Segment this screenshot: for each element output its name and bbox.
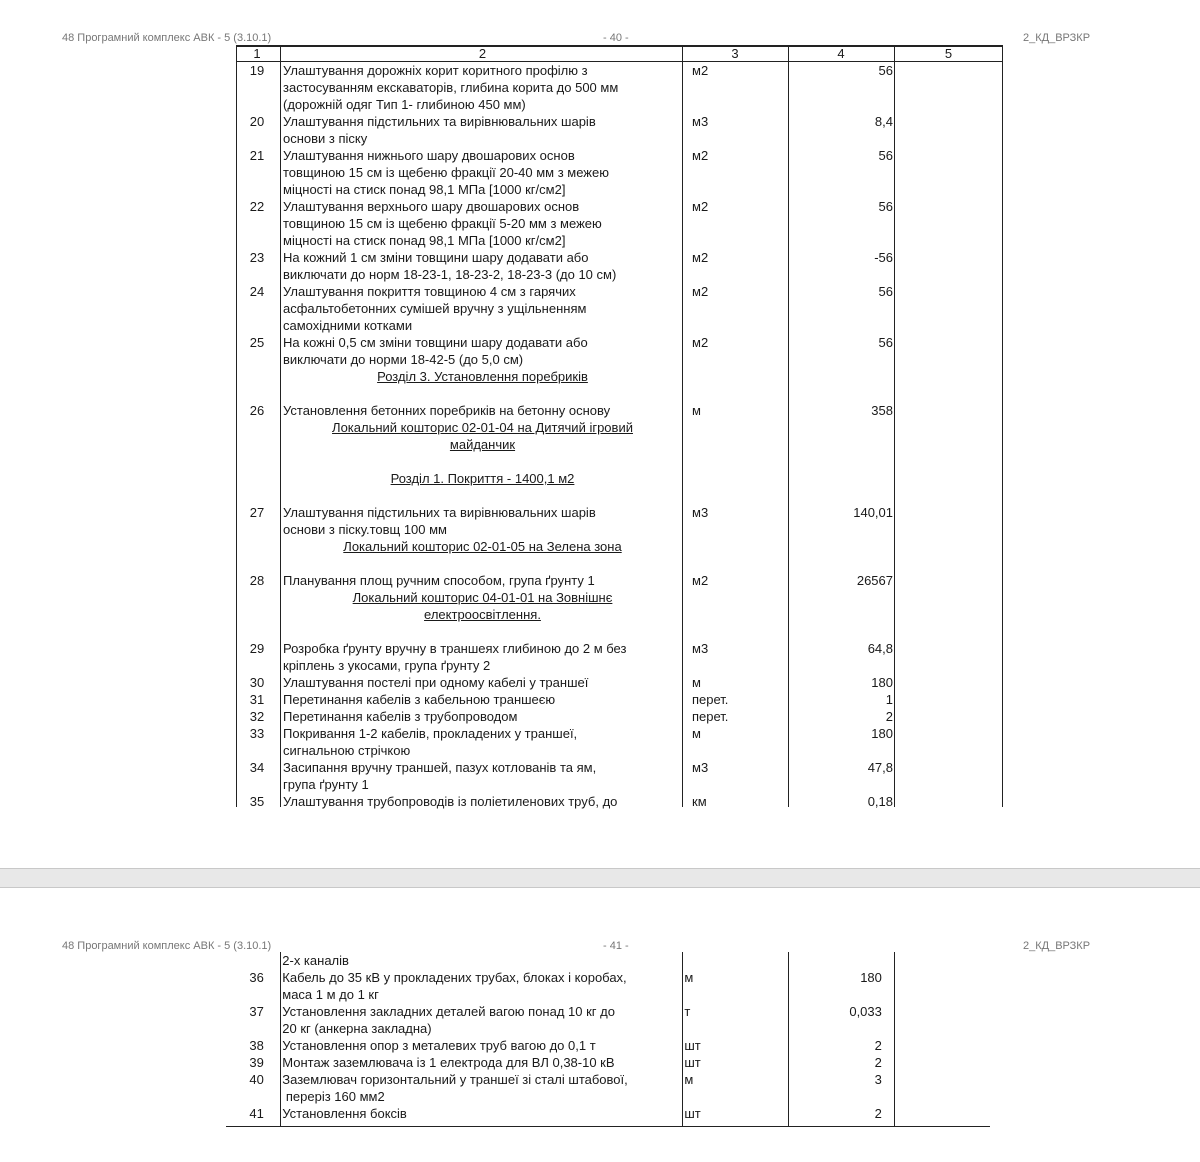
item-extra [894,725,1003,759]
item-description [280,283,682,334]
item-unit [682,538,788,555]
table-row [236,1071,990,1105]
estimate-table-continued [226,952,990,1127]
item-extra [894,572,1003,589]
item-number: 36 [249,970,264,985]
page-separator [0,868,1200,888]
item-description [279,1105,674,1122]
table-row [236,759,1003,793]
blank-row [236,623,1003,640]
item-number: 26 [249,403,265,418]
item-description [280,334,682,368]
item-unit: м [684,1072,694,1087]
table-row [236,952,990,969]
table-row [236,725,1003,759]
item-description [280,708,682,725]
item-quantity: -56 [874,250,893,265]
table-row [236,198,1003,249]
table-row [236,969,990,1003]
column-header-3: 3 [731,46,739,61]
description-line: Покривання 1-2 кабелів, прокладених у траншеї, [283,726,578,741]
table-body [236,952,990,1122]
description-line: міцності на стиск понад 98,1 МПа [1000 кг/см2] [283,233,566,248]
column-header-1: 1 [253,46,261,61]
description-line: Розділ 1. Покриття - 1400,1 м2 [390,471,575,486]
description-line: основи з піску [283,131,368,146]
item-description [280,572,682,589]
item-number: 38 [249,1038,264,1053]
item-unit: м3 [692,114,709,129]
table-row [236,504,1003,538]
table-row [236,113,1003,147]
item-quantity: 47,8 [867,760,893,775]
section-heading-row [236,419,1003,453]
description-line: Улаштування покриття товщиною 4 см з гарячих [283,284,576,299]
document-page-41 [0,888,1200,1162]
description-line: самохідними котками [283,318,413,333]
item-extra [894,249,1003,283]
table-row [236,147,1003,198]
table-row [236,249,1003,283]
item-unit [682,470,788,487]
description-line: виключати до норми 18-42-5 (до 5,0 см) [283,352,524,367]
item-unit: шт [684,1106,701,1121]
item-description [280,402,682,419]
table-row [236,62,1003,113]
item-description [280,759,682,793]
item-quantity: 2 [885,709,893,724]
description-line: Установлення опор з металевих труб вагою до 0,1 т [282,1038,596,1053]
description-line: товщиною 15 см із щебеню фракції 20-40 мм з межею [283,165,609,180]
item-number: 40 [249,1072,264,1087]
item-description [279,1037,674,1054]
item-quantity: 180 [860,970,882,985]
item-description [279,969,674,1003]
table-row [236,1037,990,1054]
item-quantity [788,538,894,555]
item-extra [894,640,1003,674]
item-number: 21 [249,148,265,163]
description-line: сигнальною стрічкою [283,743,411,758]
item-extra [894,283,1003,334]
description-line: маса 1 м до 1 кг [282,987,379,1002]
page-header-software: 48 Програмний комплекс АВК - 5 (3.10.1) [62,940,272,952]
section-heading-row [236,368,1003,385]
item-unit: шт [684,1038,701,1053]
section-title [280,589,682,623]
item-extra [894,402,1003,419]
item-extra [883,952,990,969]
item-number: 23 [249,250,265,265]
item-extra [883,1003,990,1037]
table-row [236,674,1003,691]
description-line: (дорожній одяг Тип 1- глибиною 450 мм) [283,97,526,112]
description-line: майданчик [449,437,516,452]
column-header-2: 2 [478,46,487,61]
description-line: міцності на стиск понад 98,1 МПа [1000 кг/см2] [283,182,566,197]
table-row [236,402,1003,419]
item-description [279,952,674,969]
item-quantity: 2 [874,1038,882,1053]
item-extra [883,1054,990,1071]
item-number: 29 [249,641,265,656]
item-quantity: 2 [874,1055,882,1070]
item-unit: м [692,675,701,690]
item-number [236,368,280,385]
item-description [280,504,682,538]
item-quantity: 1 [885,692,893,707]
item-unit: м3 [692,641,709,656]
description-line: Улаштування нижнього шару двошарових основ [283,148,575,163]
item-quantity: 56 [878,199,893,214]
table-row [236,283,1003,334]
item-description [279,1071,674,1105]
blank-row [236,487,1003,504]
item-description [280,113,682,147]
item-unit: перет. [692,692,729,707]
item-extra [894,368,1003,385]
page-header-doc-code: 2_КД_ВРЗКР [1023,940,1091,952]
item-number: 35 [249,794,265,809]
item-quantity: 64,8 [867,641,893,656]
description-line: Улаштування підстильних та вирівнювальних шарів [283,505,596,520]
item-unit: м [684,970,694,985]
item-quantity: 3 [874,1072,882,1087]
description-line: Улаштування підстильних та вирівнювальних шарів [283,114,596,129]
item-quantity [788,470,894,487]
item-quantity: 0,18 [867,794,893,809]
table-row [236,793,1003,810]
item-unit: м3 [692,760,709,775]
page-header-doc-code: 2_КД_ВРЗКР [1023,32,1091,44]
item-quantity: 0,033 [849,1004,882,1019]
item-extra [894,708,1003,725]
description-line: Улаштування трубопроводів із поліетиленових труб, до [283,794,618,809]
description-line: кріплень з укосами, група ґрунту 2 [283,658,491,673]
description-line: Улаштування верхнього шару двошарових основ [283,199,580,214]
item-number: 31 [249,692,265,707]
item-number: 33 [249,726,265,741]
item-extra [894,113,1003,147]
description-line: 2-х каналів [282,953,349,968]
item-quantity: 56 [878,284,893,299]
item-extra [894,504,1003,538]
section-heading-row [236,538,1003,555]
item-number: 22 [249,199,265,214]
description-line: Локальний кошторис 02-01-04 на Дитячий ігровий [332,420,633,435]
section-title [280,538,682,555]
blank-row [236,555,1003,572]
table-row [236,708,1003,725]
description-line: переріз 160 мм2 [282,1089,385,1104]
item-description [279,1054,674,1071]
item-unit: м2 [692,335,709,350]
table-body [236,62,1003,810]
description-line: Перетинання кабелів з кабельною траншеєю [283,692,556,707]
item-quantity: 2 [874,1106,882,1121]
item-extra [883,1037,990,1054]
table-row [236,572,1003,589]
description-line: Установлення закладних деталей вагою понад 10 кг до [282,1004,615,1019]
item-unit: м2 [692,148,709,163]
item-unit: м [692,726,701,741]
description-line: група ґрунту 1 [283,777,369,792]
item-quantity: 8,4 [874,114,893,129]
item-unit: м2 [692,250,709,265]
description-line: Заземлювач горизонтальний у траншеї зі сталі штабової, [282,1072,628,1087]
section-title [280,368,682,385]
item-quantity: 56 [878,148,893,163]
description-line: Розробка ґрунту вручну в траншеях глибиною до 2 м без [283,641,627,656]
table-row [236,1054,990,1071]
item-unit: км [692,794,707,809]
item-number: 37 [249,1004,264,1019]
item-quantity [788,419,894,453]
item-quantity: 358 [871,403,893,418]
item-extra [894,793,1003,810]
item-extra [894,538,1003,555]
description-line: Локальний кошторис 04-01-01 на Зовнішнє [352,590,613,605]
description-line: асфальтобетонних сумішей вручну з ущільненням [283,301,587,316]
item-description [280,691,682,708]
item-description [280,198,682,249]
item-unit [682,589,788,623]
item-extra [894,759,1003,793]
item-unit: т [684,1004,691,1019]
item-extra [894,470,1003,487]
description-line: Установлення боксів [282,1106,407,1121]
item-extra [894,334,1003,368]
blank-row [236,453,1003,470]
item-unit: м2 [692,573,709,588]
description-line: Кабель до 35 кВ у прокладених трубах, блоках і коробах, [282,970,627,985]
description-line: На кожні 0,5 см зміни товщини шару додавати або [283,335,588,350]
item-unit: м3 [692,505,709,520]
item-description [280,249,682,283]
item-extra [883,969,990,1003]
item-unit [682,368,788,385]
description-line: основи з піску.товщ 100 мм [283,522,447,537]
table-row [236,334,1003,368]
item-number [236,952,279,969]
item-extra [894,198,1003,249]
item-number [236,470,280,487]
description-line: Установлення бетонних поребриків на бетонну основу [283,403,611,418]
table-row [236,691,1003,708]
description-line: Монтаж заземлювача із 1 електрода для ВЛ 0,38-10 кВ [282,1055,615,1070]
item-description [280,640,682,674]
item-extra [883,1071,990,1105]
item-quantity [779,952,883,969]
item-extra [894,674,1003,691]
item-description [280,725,682,759]
item-description [280,62,682,113]
description-line: Розділ 3. Установлення поребриків [377,369,588,384]
item-number: 30 [249,675,265,690]
item-quantity: 56 [878,335,893,350]
item-number: 28 [249,573,265,588]
item-number [236,589,280,623]
item-unit: м2 [692,63,709,78]
item-extra [894,62,1003,113]
item-number: 19 [249,63,265,78]
item-unit: шт [684,1055,701,1070]
item-description [280,793,682,810]
item-unit: м2 [692,199,709,214]
item-quantity [788,368,894,385]
item-extra [894,419,1003,453]
item-number [236,419,280,453]
table-row [236,640,1003,674]
page-header-software: 48 Програмний комплекс АВК - 5 (3.10.1) [62,32,272,44]
item-number: 27 [249,505,265,520]
item-number: 39 [249,1055,264,1070]
item-unit [682,419,788,453]
column-header-4: 4 [837,46,845,61]
item-quantity: 56 [878,63,893,78]
item-number: 25 [249,335,265,350]
item-number [236,538,280,555]
page-header-number: - 41 - [603,940,629,952]
item-quantity [788,589,894,623]
description-line: 20 кг (анкерна закладна) [282,1021,432,1036]
description-line: Улаштування дорожніх корит коритного профілю з [283,63,588,78]
item-number: 20 [249,114,265,129]
description-line: товщиною 15 см із щебеню фракції 5-20 мм з межею [283,216,602,231]
description-line: електроосвітлення. [424,607,541,622]
section-heading-row [236,589,1003,623]
item-description [279,1003,674,1037]
section-heading-row [236,470,1003,487]
description-line: застосуванням екскаваторів, глибина корита до 500 мм [283,80,619,95]
item-description [280,147,682,198]
item-number: 34 [249,760,265,775]
estimate-table [236,45,1003,807]
item-number: 41 [249,1106,264,1121]
item-extra [894,589,1003,623]
description-line: Локальний кошторис 02-01-05 на Зелена зона [343,539,622,554]
description-line: Планування площ ручним способом, група ґрунту 1 [283,573,595,588]
item-extra [894,147,1003,198]
section-title [280,419,682,453]
item-unit [674,952,778,969]
item-quantity: 26567 [856,573,893,588]
item-number: 32 [249,709,265,724]
item-unit: м [692,403,701,418]
item-extra [883,1105,990,1122]
description-line: виключати до норм 18-23-1, 18-23-2, 18-23-3 (до 10 см) [283,267,617,282]
item-quantity: 140,01 [853,505,893,520]
description-line: Улаштування постелі при одному кабелі у траншеї [283,675,589,690]
page-header-number: - 40 - [603,32,629,44]
item-quantity: 180 [871,675,893,690]
item-number: 24 [249,284,265,299]
item-extra [894,691,1003,708]
blank-row [236,385,1003,402]
item-unit: перет. [692,709,729,724]
description-line: Перетинання кабелів з трубопроводом [283,709,518,724]
item-description [280,674,682,691]
item-quantity: 180 [871,726,893,741]
table-row [236,1003,990,1037]
table-row [236,1105,990,1122]
column-header-5: 5 [944,46,953,61]
description-line: На кожний 1 см зміни товщини шару додавати або [283,250,589,265]
section-title [280,470,682,487]
table-column-header-row [236,45,1003,62]
item-unit: м2 [692,284,709,299]
description-line: Засипання вручну траншей, пазух котлованів та ям, [283,760,597,775]
